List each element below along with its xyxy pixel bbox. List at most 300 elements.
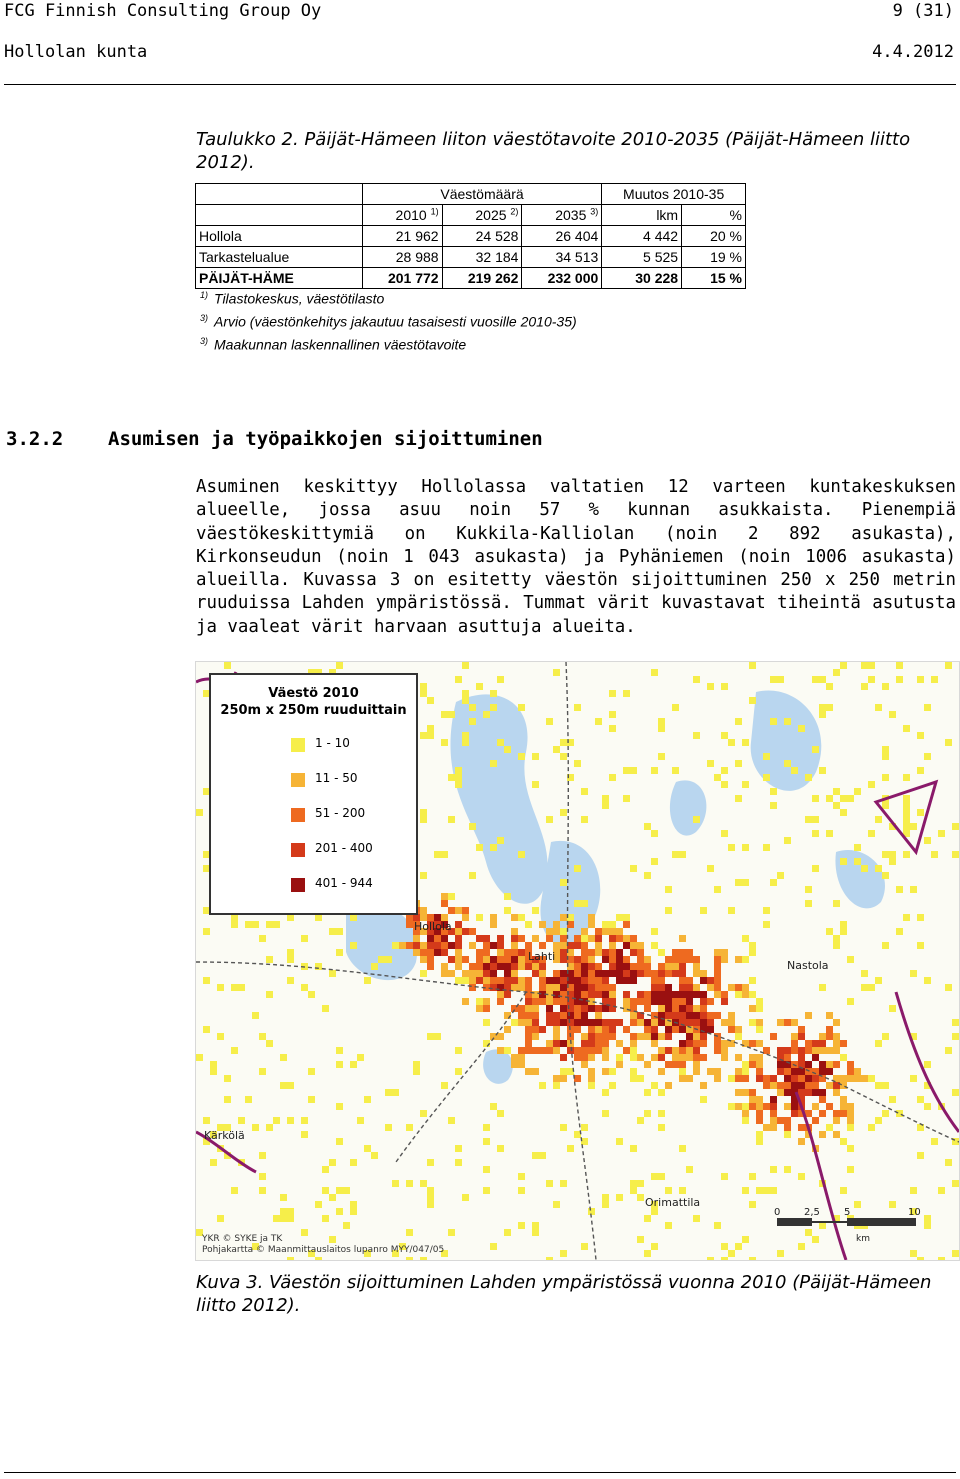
population-cell [560,928,567,935]
population-cell [532,1026,539,1033]
population-cell [644,1089,651,1096]
population-cell [420,949,427,956]
population-cell [742,1117,749,1124]
population-cell [560,1019,567,1026]
population-cell [700,1019,707,1026]
population-cell [476,844,483,851]
population-cell [686,1166,693,1173]
population-cell [770,1096,777,1103]
population-cell [945,984,952,991]
population-cell [742,1236,749,1243]
population-cell [721,1047,728,1054]
population-cell [819,704,826,711]
population-cell [679,1012,686,1019]
legend-item-1-10: 1 - 10 [315,736,350,750]
population-cell [665,970,672,977]
population-cell [602,1054,609,1061]
population-cell [448,942,455,949]
population-cell [623,914,630,921]
population-cell [637,949,644,956]
population-cell [770,676,777,683]
population-cell [623,991,630,998]
population-cell [707,865,714,872]
population-cell [231,921,238,928]
population-cell [532,753,539,760]
population-cell [700,1054,707,1061]
population-cell [588,914,595,921]
population-cell [938,830,945,837]
population-cell [910,1250,917,1257]
population-cell [798,1082,805,1089]
population-cell [707,1012,714,1019]
population-cell [812,795,819,802]
population-cell [511,928,518,935]
population-cell [882,1082,889,1089]
population-cell [721,998,728,1005]
population-cell [777,1250,784,1257]
population-cell [903,809,910,816]
population-cell [455,676,462,683]
population-cell [553,1040,560,1047]
population-cell [889,858,896,865]
population-cell [630,1075,637,1082]
population-cell [686,1005,693,1012]
population-cell [700,1033,707,1040]
population-cell [686,1040,693,1047]
population-cell [777,1047,784,1054]
population-cell [700,977,707,984]
population-cell [420,732,427,739]
population-cell [721,1243,728,1250]
population-cell [847,1166,854,1173]
population-cell [602,949,609,956]
population-cell [707,977,714,984]
population-cell [581,956,588,963]
population-cell [588,935,595,942]
population-cell [532,1068,539,1075]
population-cell [413,935,420,942]
population-cell [581,1124,588,1131]
population-cell [889,1005,896,1012]
population-cell [714,949,721,956]
population-cell [763,1075,770,1082]
population-cell [833,900,840,907]
population-cell [581,928,588,935]
population-cell [623,935,630,942]
population-cell [651,998,658,1005]
population-cell [476,977,483,984]
population-cell [630,1033,637,1040]
population-cell [553,1082,560,1089]
population-cell [581,900,588,907]
population-cell [854,858,861,865]
population-cell [721,767,728,774]
population-cell [868,1124,875,1131]
population-cell [490,1103,497,1110]
population-cell [210,1061,217,1068]
population-cell [595,935,602,942]
population-cell [413,942,420,949]
population-cell [784,1047,791,1054]
population-cell [784,760,791,767]
population-cell [504,907,511,914]
population-cell [287,949,294,956]
population-cell [742,739,749,746]
population-cell [819,1061,826,1068]
population-cell [280,1082,287,1089]
population-cell [602,921,609,928]
population-cell [644,1005,651,1012]
population-cell [287,1257,294,1260]
population-cell [497,935,504,942]
population-cell [525,1019,532,1026]
population-cell [560,1005,567,1012]
population-cell [574,760,581,767]
population-cell [553,991,560,998]
population-cell [812,1075,819,1082]
population-cell [798,1047,805,1054]
population-cell [469,970,476,977]
population-cell [714,1075,721,1082]
population-cell [882,774,889,781]
population-cell [651,970,658,977]
population-cell [588,1033,595,1040]
population-cell [651,977,658,984]
population-cell [833,1033,840,1040]
population-cell [210,1159,217,1166]
population-cell [462,662,469,669]
population-cell [903,725,910,732]
population-cell [749,1061,756,1068]
population-cell [686,1047,693,1054]
population-cell [833,1089,840,1096]
population-cell [623,1005,630,1012]
population-cell [203,977,210,984]
population-cell [420,1180,427,1187]
population-cell [532,1152,539,1159]
population-cell [553,942,560,949]
population-cell [658,1110,665,1117]
population-cell [812,1236,819,1243]
population-cell [742,1075,749,1082]
population-cell [539,984,546,991]
population-cell [588,1054,595,1061]
population-cell [658,1054,665,1061]
population-cell [784,837,791,844]
population-cell [560,1250,567,1257]
population-cell [560,1040,567,1047]
population-cell [714,1047,721,1054]
population-cell [651,1033,658,1040]
population-cell [679,984,686,991]
population-cell [721,781,728,788]
population-cell [532,970,539,977]
population-cell [924,837,931,844]
population-cell [553,669,560,676]
population-cell [455,1068,462,1075]
population-cell [875,865,882,872]
population-cell [679,1187,686,1194]
population-cell [525,977,532,984]
population-cell [217,1033,224,1040]
population-cell [840,1138,847,1145]
population-cell [665,1012,672,1019]
population-cell [924,977,931,984]
population-cell [609,956,616,963]
population-cell [861,970,868,977]
population-cell [623,690,630,697]
population-cell [231,1187,238,1194]
population-cell [728,1103,735,1110]
population-cell [560,1075,567,1082]
scale-unit: km [856,1234,870,1244]
population-cell [840,1096,847,1103]
population-cell [532,1047,539,1054]
population-cell [497,676,504,683]
population-cell [791,1033,798,1040]
population-cell [574,1012,581,1019]
population-cell [637,963,644,970]
population-cell [945,662,952,669]
population-cell [630,1019,637,1026]
population-cell [798,1033,805,1040]
population-cell [532,1229,539,1236]
population-cell [483,956,490,963]
population-cell [728,1019,735,1026]
population-cell [861,984,868,991]
population-cell [630,767,637,774]
population-cell [693,1040,700,1047]
population-cell [490,942,497,949]
population-cell [308,1096,315,1103]
population-cell [336,949,343,956]
population-cell [413,1061,420,1068]
population-cell [672,1061,679,1068]
population-cell [735,718,742,725]
population-cell [469,872,476,879]
population-cell [840,1110,847,1117]
population-cell [721,991,728,998]
population-cell [812,865,819,872]
population-cell [798,1054,805,1061]
population-cell [728,907,735,914]
population-cell [420,690,427,697]
population-cell [819,1110,826,1117]
population-cell [525,921,532,928]
population-cell [826,1012,833,1019]
population-cell [462,739,469,746]
population-cell [427,1201,434,1208]
population-cell [518,1005,525,1012]
population-cell [490,921,497,928]
population-cell [441,970,448,977]
population-cell [469,928,476,935]
population-cell [539,977,546,984]
population-cell [574,1019,581,1026]
population-cell [553,970,560,977]
population-cell [763,1082,770,1089]
population-cell [910,1187,917,1194]
population-cell [231,1047,238,1054]
population-cell [819,1131,826,1138]
population-cell [448,1229,455,1236]
population-cell [756,1068,763,1075]
population-cell [868,830,875,837]
population-cell [658,984,665,991]
population-cell [728,1012,735,1019]
population-cell [266,1040,273,1047]
population-cell [882,802,889,809]
population-cell [896,1110,903,1117]
population-cell [497,991,504,998]
population-cell [532,1019,539,1026]
population-cell [595,963,602,970]
population-cell [756,1026,763,1033]
population-cell [679,1047,686,1054]
population-cell [518,1173,525,1180]
population-cell [546,1040,553,1047]
population-cell [301,984,308,991]
population-cell [532,998,539,1005]
population-cell [518,914,525,921]
population-cell [651,858,658,865]
population-cell [812,1117,819,1124]
population-cell [777,1089,784,1096]
population-cell [938,1187,945,1194]
population-cell [651,1054,658,1061]
population-cell [749,1096,756,1103]
population-cell [574,1005,581,1012]
population-cell [630,998,637,1005]
population-cell [784,1166,791,1173]
population-cell [441,949,448,956]
population-cell [700,1012,707,1019]
population-cell [672,970,679,977]
population-cell [616,1138,623,1145]
population-cell [490,690,497,697]
population-cell [343,1222,350,1229]
population-cell [833,1061,840,1068]
population-cell [735,1243,742,1250]
population-cell [504,746,511,753]
population-cell [518,753,525,760]
population-cell [875,977,882,984]
population-cell [518,935,525,942]
population-cell [245,1096,252,1103]
population-cell [770,718,777,725]
population-cell [469,718,476,725]
population-cell [637,1075,644,1082]
population-cell [574,1075,581,1082]
population-cell [469,977,476,984]
population-cell [259,935,266,942]
population-cell [826,1047,833,1054]
population-cell [833,1110,840,1117]
population-cell [644,872,651,879]
population-cell [714,1222,721,1229]
population-cell [777,1061,784,1068]
population-cell [455,1145,462,1152]
population-cell [784,1075,791,1082]
population-cell [882,683,889,690]
population-cell [749,942,756,949]
population-cell [630,865,637,872]
population-cell [553,977,560,984]
population-cell [616,970,623,977]
population-cell [609,1026,616,1033]
population-cell [476,949,483,956]
population-cell [518,949,525,956]
population-cell [441,739,448,746]
population-cell [679,991,686,998]
population-cell [777,1019,784,1026]
population-cell [287,1082,294,1089]
population-cell [532,1222,539,1229]
population-cell [546,998,553,1005]
population-cell [343,1187,350,1194]
population-cell [840,1075,847,1082]
table-row: Hollola 21 962 24 528 26 404 4 442 20 % [196,226,746,247]
population-cell [259,1173,266,1180]
population-cell [581,788,588,795]
population-cell [700,998,707,1005]
population-cell [392,1089,399,1096]
population-cell [441,711,448,718]
population-cell [693,1047,700,1054]
body-paragraph: Asuminen keskittyy Hollolassa valtatien 12 varteen kuntakeskuksen alueelle, jossa asuu noin 57 % kunnan asukkaista. Pienempiä väestökeskittymiä on Kukkila-Kalliolan (noin 2 892 asukasta), Kirkonseudun (noin 1 043 asukasta) ja Pyhäniemen (noin 1006 asukasta) alueilla. Kuvassa 3 on esitetty väestön sijoittuminen 250 x 250 metrin ruuduissa Lahden ympäristössä. Tummat värit kuvastavat tiheintä asutusta ja vaaleat värit harvaan asuttuja alueita. [196,477,956,637]
population-cell [707,1257,714,1260]
population-cell [441,893,448,900]
population-cell [546,1257,553,1260]
population-cell [721,949,728,956]
population-cell [903,802,910,809]
population-cell [497,949,504,956]
population-cell [630,935,637,942]
population-cell [847,1103,854,1110]
population-cell [595,1040,602,1047]
population-cell [903,914,910,921]
population-cell [469,823,476,830]
population-cell [847,956,854,963]
population-cell [700,907,707,914]
population-cell [945,739,952,746]
population-cell [763,774,770,781]
legend-swatch-1 [291,738,305,752]
population-cell [588,1026,595,1033]
population-cell [602,1089,609,1096]
population-cell [672,1047,679,1054]
population-cell [595,949,602,956]
population-cell [602,1040,609,1047]
population-cell [651,942,658,949]
header-page-number: 9 (31) [892,1,954,21]
population-cell [770,1117,777,1124]
population-cell [861,683,868,690]
population-cell [385,1124,392,1131]
population-cell [588,970,595,977]
population-cell [651,669,658,676]
population-cell [896,662,903,669]
population-cell [469,942,476,949]
population-cell [448,816,455,823]
population-cell [609,942,616,949]
population-cell [756,1075,763,1082]
population-cell [721,1257,728,1260]
population-cell [581,816,588,823]
population-cell [266,1124,273,1131]
population-cell [756,1187,763,1194]
population-cell [812,816,819,823]
